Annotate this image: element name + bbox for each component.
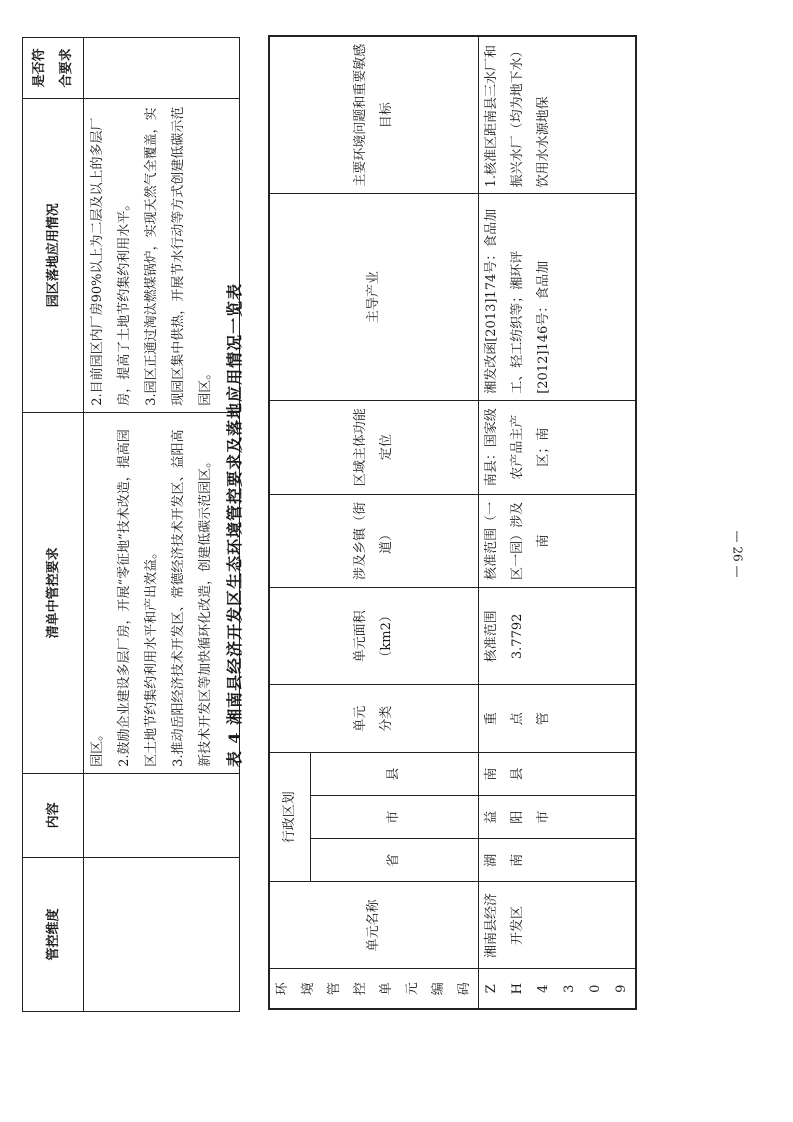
- h-class: 单元分类: [269, 685, 479, 753]
- cell-county: 南县: [479, 753, 637, 796]
- cell-function: 南县：国家级农产品主产区；南: [479, 400, 637, 494]
- h-admin: 行政区划: [269, 753, 310, 882]
- cell-province: 湖南: [479, 839, 637, 882]
- header-requirements: 清单中管控要求: [23, 412, 84, 773]
- upper-table: [22, 37, 240, 1012]
- cell-class: 重点管: [479, 685, 637, 753]
- cell-dimension: [84, 857, 240, 1011]
- cell-content: [84, 773, 240, 857]
- h-name: 单元名称: [269, 882, 479, 969]
- page-number: — 26 —: [730, 530, 745, 578]
- h-function: 区域主体功能定位: [269, 400, 479, 494]
- cell-issues: 1.核准区距南县三水厂和振兴水厂（均为地下水）饮用水水源地保: [479, 36, 637, 194]
- lower-data-row: [479, 36, 637, 1009]
- cell-name: 湘南县经济开发区: [479, 882, 637, 969]
- lower-table: [268, 35, 637, 1010]
- cell-city: 益阳市: [479, 796, 637, 839]
- header-compliant: 是否符合要求: [23, 38, 84, 99]
- cell-application: 2.目前园区内厂房90%以上为二层及以上的多层厂房，提高了土地节约集约利用水平。 3.园区正通过淘汰燃煤锅炉，实现天然气全覆盖，实现园区集中供热，开展节水行动等方式创建低碳示范园区。: [84, 98, 240, 412]
- h-industry: 主导产业: [269, 194, 479, 400]
- lower-header-row-1: [269, 36, 310, 1009]
- cell-code: ZH4309: [479, 969, 637, 1009]
- cell-towns: 核准范围（一区一园）涉及南: [479, 494, 637, 588]
- cell-industry: 湘发改函[2013]174号：食品加工、轻工纺织等；湘环评[2012]146号：食品加: [479, 194, 637, 400]
- cell-compliant: [84, 38, 240, 99]
- h-towns: 涉及乡镇（街道）: [269, 494, 479, 588]
- h-area: 单元面积（km2）: [269, 588, 479, 685]
- h-county: 县: [310, 753, 478, 796]
- header-dimension: 管控维度: [23, 857, 84, 1011]
- cell-requirements: 园区。 2.鼓励企业建设多层厂房，开展“零征地”技术改造，提高园区土地节约集约利用水平和产出效益。 3.推动岳阳经济技术开发区、常德经济技术开发区、益阳高新技术开发区等加快循环化改造，创建低碳示范园区。: [84, 412, 240, 773]
- h-issues: 主要环境问题和重要敏感目标: [269, 36, 479, 194]
- header-application: 园区落地应用情况: [23, 98, 84, 412]
- h-code: 环境管控单元编码: [269, 969, 479, 1009]
- upper-table-header-row: [23, 38, 84, 1012]
- h-province: 省: [310, 839, 478, 882]
- table-caption: 表 4 湘南县经济开发区生态环境管控要求及落地应用情况一览表: [225, 282, 244, 768]
- upper-table-row: [84, 38, 240, 1012]
- cell-area: 核准范围3.7792: [479, 588, 637, 685]
- h-city: 市: [310, 796, 478, 839]
- header-content: 内容: [23, 773, 84, 857]
